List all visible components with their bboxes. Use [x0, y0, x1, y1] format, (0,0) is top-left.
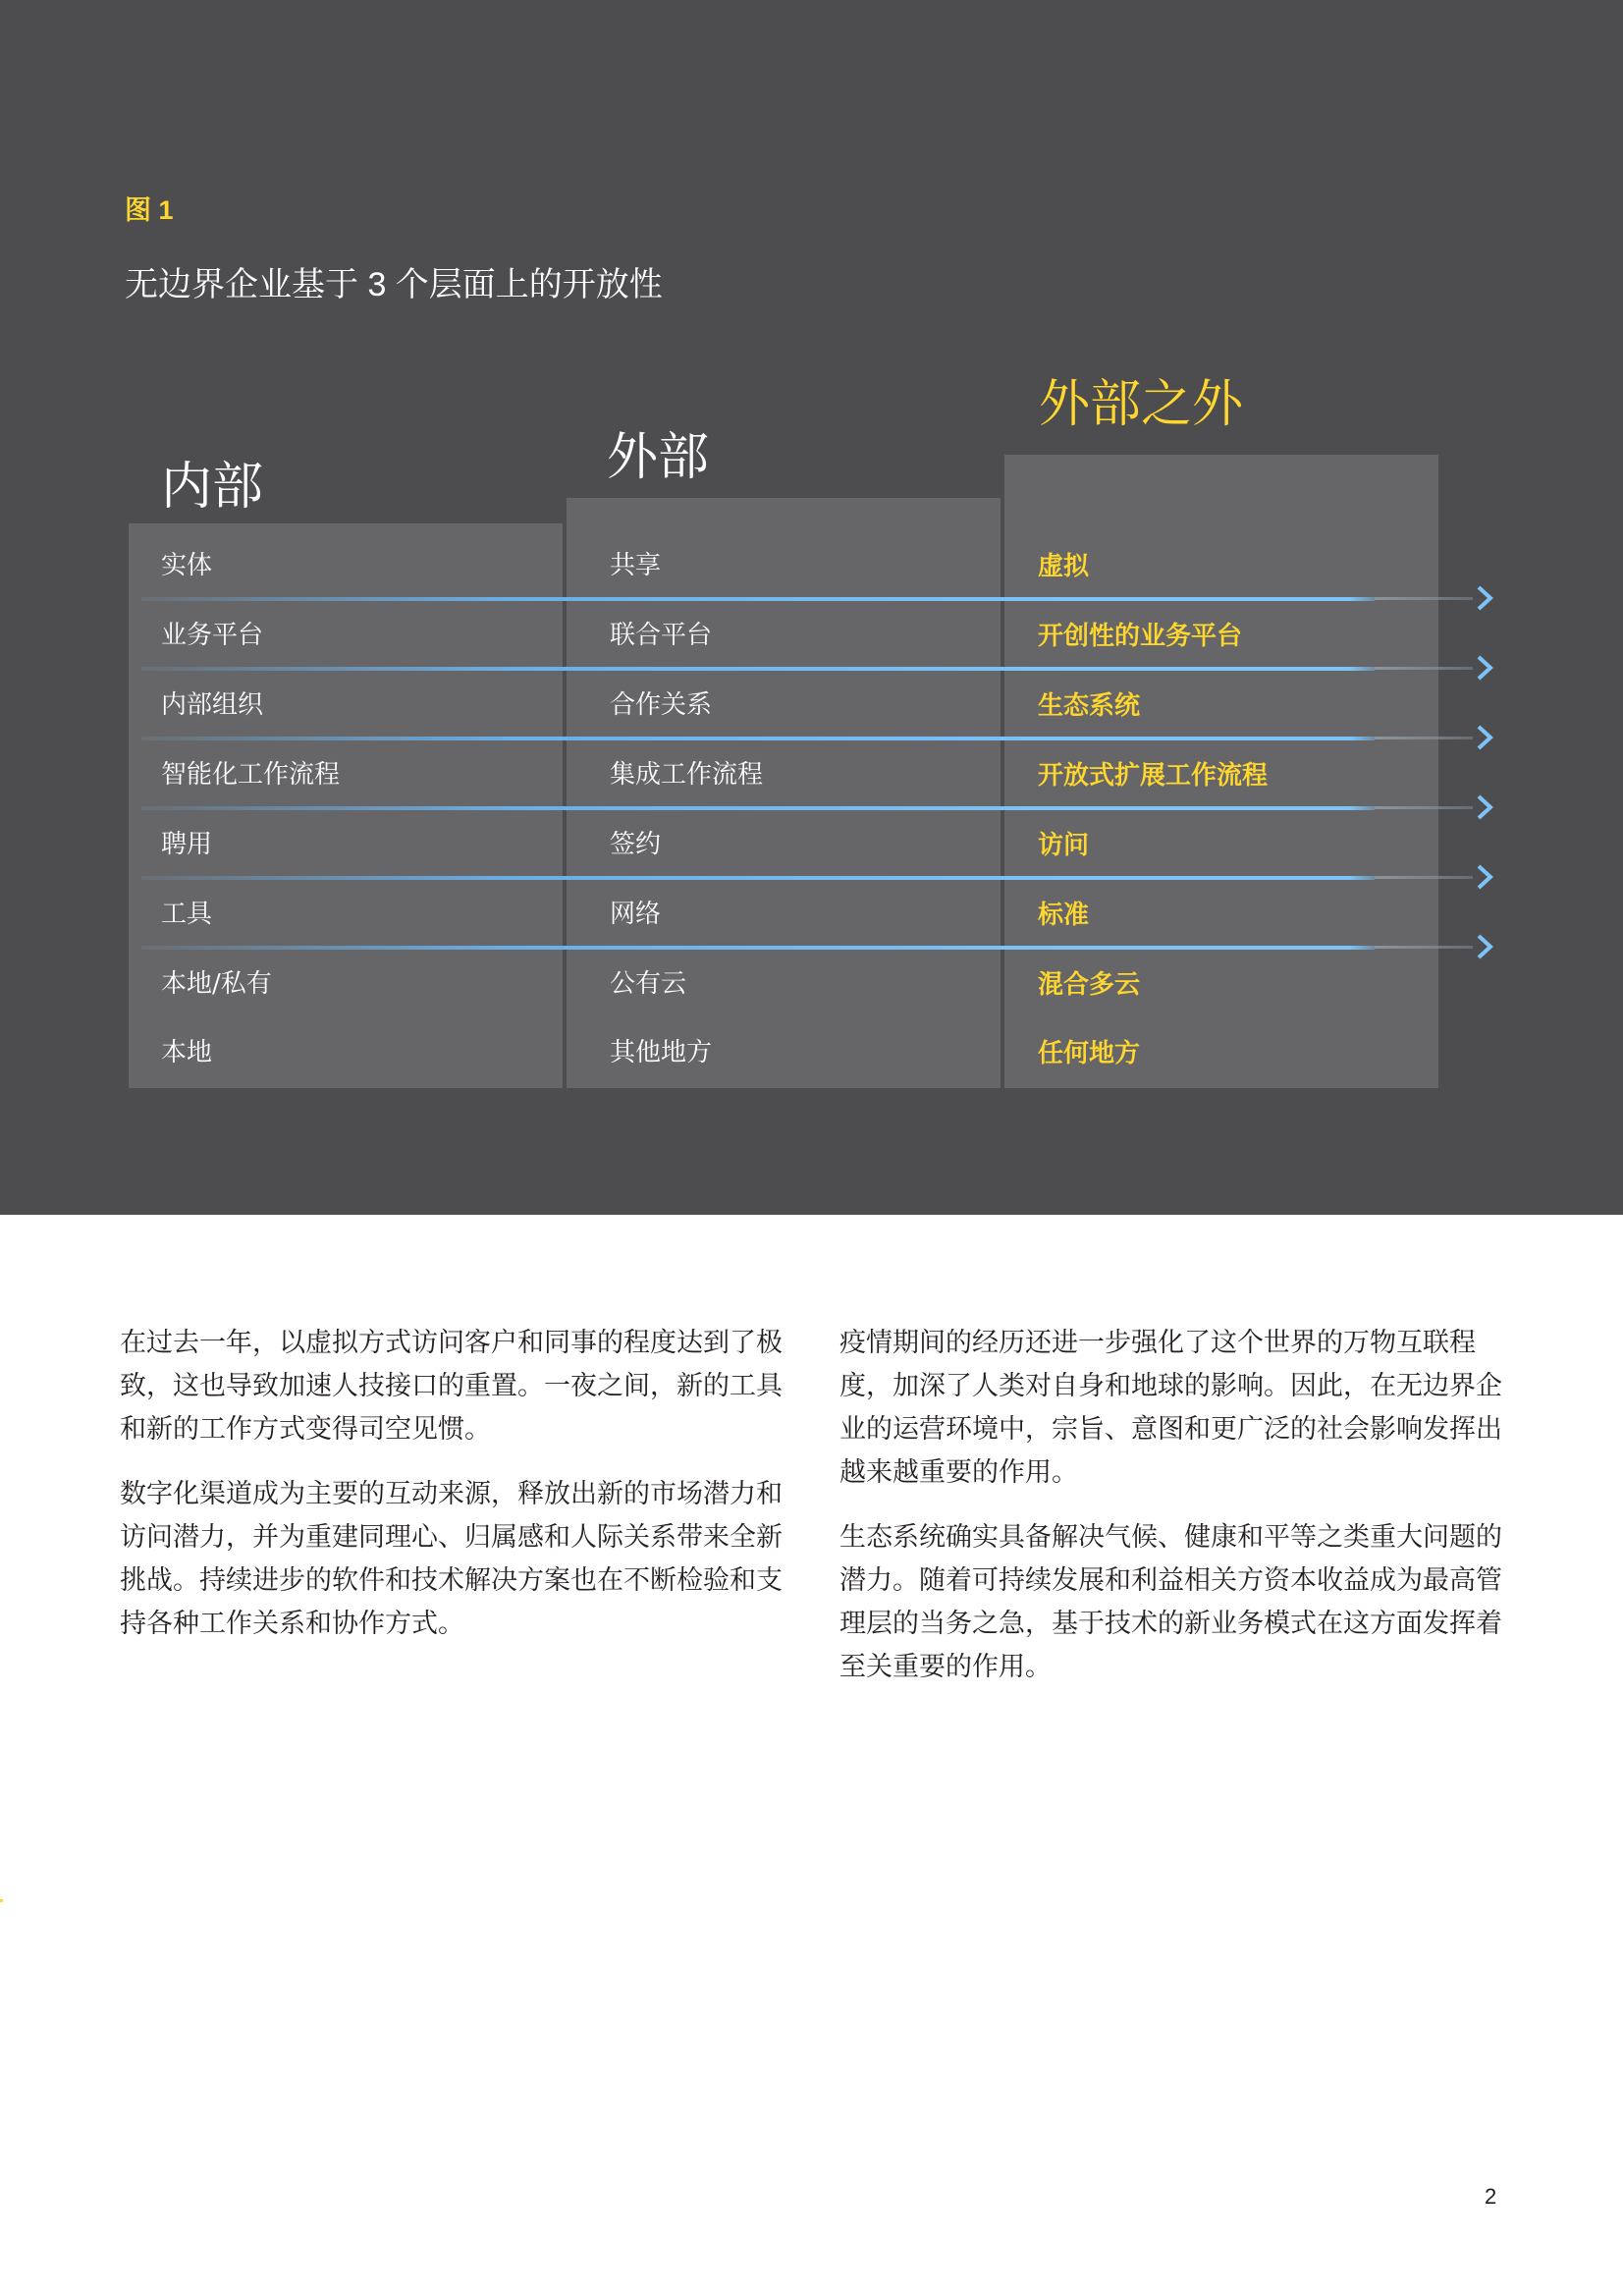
body-column-right — [839, 1321, 1503, 1710]
beyond-row: 生态系统 — [1038, 691, 1141, 721]
beyond-row: 任何地方 — [1038, 1039, 1141, 1068]
external-row: 网络 — [610, 900, 662, 929]
paragraph: 生态系统确实具备解决气候、健康和平等之类重大问题的潜力。随着可持续发展和利益相关方资本收益成为最高管理层的当务之急，基于技术的新业务模式在这方面发挥着至关重要的作用。 — [839, 1522, 1502, 1681]
paragraph: 数字化渠道成为主要的互动来源，释放出新的市场潜力和访问潜力，并为重建同理心、归属感和人际关系带来全新挑战。持续进步的软件和技术解决方案也在不断检验和支持各种工作关系和协作方式。 — [120, 1479, 783, 1638]
paragraph: 疫情期间的经历还进一步强化了这个世界的万物互联程度，加深了人类对自身和地球的影响。因此，在无边界企业的运营环境中，宗旨、意图和更广泛的社会影响发挥出越来越重要的作用。 — [839, 1328, 1502, 1487]
beyond-row: 开创性的业务平台 — [1038, 622, 1243, 651]
flow-arrow-line — [141, 737, 1375, 740]
flow-arrow-tail — [1375, 667, 1473, 670]
internal-row: 业务平台 — [161, 621, 264, 650]
external-row: 联合平台 — [610, 621, 713, 650]
margin-mark — [0, 1899, 3, 1902]
flow-arrow-tail — [1375, 876, 1473, 879]
internal-row: 智能化工作流程 — [161, 760, 341, 790]
chevron-right-icon — [1471, 932, 1500, 961]
chevron-right-icon — [1471, 793, 1500, 822]
external-row: 合作关系 — [610, 690, 713, 720]
flow-arrow-line — [141, 806, 1375, 810]
body-column-left — [120, 1321, 784, 1667]
internal-row: 本地 — [161, 1038, 213, 1067]
chevron-right-icon — [1471, 583, 1500, 613]
internal-row: 本地/私有 — [161, 969, 272, 999]
chevron-right-icon — [1471, 723, 1500, 752]
flow-arrow-tail — [1375, 737, 1473, 739]
flow-arrow-line — [141, 876, 1375, 880]
column-header-beyond: 外部之外 — [1039, 376, 1244, 433]
flow-arrow-tail — [1375, 946, 1473, 949]
flow-arrow-line — [141, 946, 1375, 950]
external-row: 集成工作流程 — [610, 760, 764, 790]
figure-title: 无边界企业基于 3 个层面上的开放性 — [125, 266, 663, 303]
figure-label: 图 1 — [125, 195, 174, 225]
beyond-row: 访问 — [1038, 831, 1090, 860]
external-row: 其他地方 — [610, 1038, 713, 1067]
internal-row: 工具 — [161, 900, 213, 929]
beyond-row: 标准 — [1038, 901, 1090, 930]
flow-arrow-line — [141, 597, 1375, 601]
paragraph: 在过去一年，以虚拟方式访问客户和同事的程度达到了极致，这也导致加速人技接口的重置。一夜之间，新的工具和新的工作方式变得司空见惯。 — [120, 1328, 783, 1444]
page-number: 2 — [1485, 2184, 1497, 2209]
beyond-row: 开放式扩展工作流程 — [1038, 761, 1269, 791]
beyond-row: 虚拟 — [1038, 552, 1090, 581]
beyond-row: 混合多云 — [1038, 970, 1141, 1000]
flow-arrow-line — [141, 667, 1375, 671]
external-row: 共享 — [610, 551, 662, 580]
column-header-external: 外部 — [607, 429, 710, 486]
internal-row: 实体 — [161, 551, 213, 580]
chevron-right-icon — [1471, 653, 1500, 683]
column-header-internal: 内部 — [161, 459, 264, 516]
internal-row: 聘用 — [161, 830, 213, 859]
chevron-right-icon — [1471, 862, 1500, 892]
flow-arrow-tail — [1375, 597, 1473, 600]
internal-row: 内部组织 — [161, 690, 264, 720]
external-row: 签约 — [610, 830, 662, 859]
external-row: 公有云 — [610, 969, 687, 999]
flow-arrow-tail — [1375, 806, 1473, 809]
